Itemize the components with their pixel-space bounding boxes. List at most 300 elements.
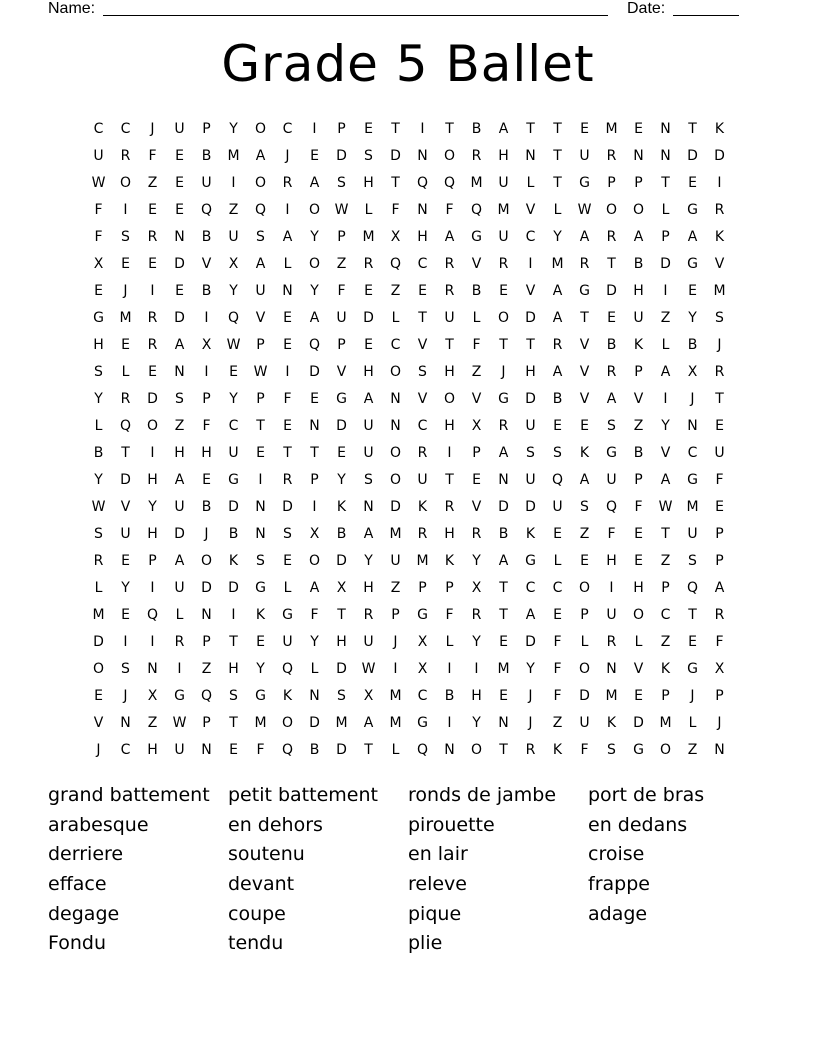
grid-letter: I <box>420 120 425 137</box>
grid-letter: H <box>147 741 158 758</box>
grid-letter: I <box>717 174 722 191</box>
grid-letter: H <box>633 579 644 596</box>
grid-letter: H <box>444 363 455 380</box>
name-label: Name: <box>48 0 96 17</box>
grid-letter: R <box>93 552 104 569</box>
grid-letter: V <box>417 390 428 407</box>
grid-letter: O <box>470 741 483 758</box>
grid-letter: A <box>660 471 671 488</box>
grid-letter: Q <box>281 741 294 758</box>
grid-letter: I <box>312 498 317 515</box>
grid-letter: V <box>255 309 266 326</box>
grid-letter: D <box>579 687 590 704</box>
grid-letter: Y <box>256 660 265 677</box>
grid-letter: L <box>661 201 670 218</box>
grid-letter: D <box>174 255 185 272</box>
grid-letter: G <box>471 228 482 245</box>
grid-letter: E <box>283 417 292 434</box>
grid-letter: P <box>634 363 643 380</box>
grid-letter: G <box>579 282 590 299</box>
grid-letter: M <box>659 714 672 731</box>
grid-letter: U <box>687 525 698 542</box>
grid-letter: T <box>688 606 697 623</box>
word-item: devant <box>228 872 295 895</box>
grid-letter: Q <box>119 417 132 434</box>
grid-letter: R <box>282 174 293 191</box>
grid-letter: V <box>633 660 644 677</box>
grid-letter: R <box>498 417 509 434</box>
grid-letter: K <box>579 444 590 461</box>
word-item: port de bras <box>588 783 705 806</box>
grid-letter: L <box>391 741 400 758</box>
grid-letter: F <box>94 201 103 218</box>
grid-letter: E <box>94 687 103 704</box>
word-item: pique <box>408 902 462 925</box>
grid-letter: L <box>391 309 400 326</box>
grid-letter: H <box>93 336 104 353</box>
grid-letter: N <box>120 714 131 731</box>
grid-letter: E <box>499 633 508 650</box>
grid-letter: H <box>363 363 374 380</box>
grid-row <box>85 331 733 358</box>
grid-letter: O <box>497 309 510 326</box>
grid-letter: O <box>578 660 591 677</box>
grid-letter: R <box>444 255 455 272</box>
grid-letter: T <box>499 336 508 353</box>
grid-letter: J <box>528 714 533 731</box>
grid-letter: U <box>606 606 617 623</box>
grid-letter: X <box>471 579 482 596</box>
grid-row <box>85 412 733 439</box>
grid-letter: P <box>256 390 265 407</box>
grid-letter: K <box>444 552 455 569</box>
grid-letter: R <box>444 498 455 515</box>
grid-letter: G <box>687 660 698 677</box>
grid-letter: I <box>393 660 398 677</box>
grid-letter: R <box>471 147 482 164</box>
grid-letter: R <box>120 390 131 407</box>
grid-letter: Z <box>660 552 671 569</box>
word-item: grand battement <box>48 783 210 806</box>
grid-letter: K <box>336 498 347 515</box>
grid-letter: E <box>553 606 562 623</box>
grid-letter: I <box>204 363 209 380</box>
grid-letter: W <box>334 201 349 218</box>
grid-letter: J <box>150 120 155 137</box>
grid-letter: B <box>633 255 644 272</box>
grid-letter: P <box>337 336 346 353</box>
grid-letter: F <box>391 201 400 218</box>
grid-letter: E <box>580 417 589 434</box>
grid-letter: E <box>715 417 724 434</box>
grid-letter: R <box>363 606 374 623</box>
grid-letter: A <box>633 228 644 245</box>
grid-letter: R <box>174 633 185 650</box>
grid-letter: L <box>526 174 535 191</box>
grid-letter: D <box>687 147 698 164</box>
grid-letter: U <box>255 282 266 299</box>
grid-letter: O <box>389 363 402 380</box>
grid-letter: J <box>717 714 722 731</box>
grid-letter: G <box>687 471 698 488</box>
grid-letter: N <box>174 363 185 380</box>
grid-letter: T <box>391 174 400 191</box>
grid-letter: Y <box>472 714 481 731</box>
grid-letter: U <box>228 444 239 461</box>
grid-row <box>85 601 733 628</box>
grid-letter: E <box>283 336 292 353</box>
grid-letter: F <box>472 336 481 353</box>
grid-letter: W <box>253 363 268 380</box>
grid-letter: E <box>121 606 130 623</box>
grid-letter: G <box>228 471 239 488</box>
grid-letter: O <box>308 255 321 272</box>
grid-letter: Y <box>229 390 238 407</box>
grid-letter: Z <box>660 309 671 326</box>
word-item: plie <box>408 932 443 955</box>
grid-letter: I <box>150 633 155 650</box>
grid-letter: Z <box>201 660 212 677</box>
grid-letter: I <box>204 309 209 326</box>
grid-letter: V <box>120 498 131 515</box>
grid-letter: O <box>281 714 294 731</box>
grid-letter: I <box>663 282 668 299</box>
grid-letter: K <box>633 336 644 353</box>
grid-letter: Q <box>443 174 456 191</box>
word-item: frappe <box>588 872 650 895</box>
grid-letter: F <box>256 741 265 758</box>
word-item: en lair <box>408 843 468 866</box>
grid-letter: E <box>634 552 643 569</box>
grid-letter: Y <box>229 282 238 299</box>
grid-letter: E <box>580 552 589 569</box>
word-bank <box>48 780 768 958</box>
grid-letter: A <box>552 282 563 299</box>
grid-letter: T <box>553 120 562 137</box>
grid-letter: T <box>499 606 508 623</box>
grid-letter: Q <box>470 201 483 218</box>
grid-letter: A <box>687 228 698 245</box>
grid-letter: S <box>364 147 373 164</box>
grid-letter: D <box>498 498 509 515</box>
grid-letter: M <box>92 606 105 623</box>
grid-letter: G <box>525 552 536 569</box>
grid-letter: C <box>417 255 428 272</box>
grid-letter: D <box>363 309 374 326</box>
grid-letter: U <box>363 633 374 650</box>
grid-letter: Y <box>688 309 697 326</box>
grid-letter: Y <box>94 390 103 407</box>
grid-letter: J <box>393 633 398 650</box>
grid-letter: U <box>174 120 185 137</box>
grid-letter: P <box>580 606 589 623</box>
grid-letter: U <box>93 147 104 164</box>
grid-letter: R <box>498 255 509 272</box>
grid-letter: W <box>91 174 106 191</box>
grid-letter: I <box>123 201 128 218</box>
grid-letter: Y <box>472 633 481 650</box>
grid-letter: D <box>228 498 239 515</box>
grid-letter: A <box>174 552 185 569</box>
grid-letter: B <box>606 336 617 353</box>
grid-letter: E <box>229 741 238 758</box>
grid-letter: D <box>633 714 644 731</box>
grid-letter: H <box>147 471 158 488</box>
grid-letter: J <box>123 687 128 704</box>
grid-letter: W <box>658 498 673 515</box>
grid-letter: H <box>525 363 536 380</box>
grid-letter: S <box>283 525 292 542</box>
grid-letter: S <box>715 309 724 326</box>
grid-letter: M <box>497 201 510 218</box>
grid-letter: A <box>552 309 563 326</box>
grid-letter: Q <box>281 660 294 677</box>
grid-letter: Z <box>552 714 563 731</box>
grid-letter: D <box>606 282 617 299</box>
grid-letter: F <box>553 633 562 650</box>
grid-letter: R <box>417 525 428 542</box>
grid-letter: R <box>282 471 293 488</box>
grid-letter: Q <box>200 687 213 704</box>
grid-letter: R <box>606 228 617 245</box>
grid-letter: T <box>499 741 508 758</box>
grid-letter: M <box>497 660 510 677</box>
grid-letter: N <box>660 147 671 164</box>
grid-letter: G <box>282 606 293 623</box>
grid-letter: N <box>201 606 212 623</box>
grid-letter: D <box>714 147 725 164</box>
grid-letter: S <box>256 552 265 569</box>
grid-letter: I <box>231 174 236 191</box>
word-item: en dedans <box>588 813 688 836</box>
grid-letter: O <box>308 201 321 218</box>
grid-letter: E <box>121 255 130 272</box>
grid-letter: L <box>688 714 697 731</box>
word-item: Fondu <box>48 932 107 955</box>
grid-letter: N <box>255 525 266 542</box>
grid-letter: H <box>633 282 644 299</box>
grid-letter: P <box>715 552 724 569</box>
grid-row <box>85 304 733 331</box>
grid-letter: E <box>310 390 319 407</box>
grid-letter: I <box>150 282 155 299</box>
grid-letter: A <box>498 552 509 569</box>
grid-letter: M <box>470 174 483 191</box>
grid-letter: H <box>471 687 482 704</box>
grid-letter: I <box>663 390 668 407</box>
grid-letter: R <box>417 444 428 461</box>
grid-letter: P <box>607 174 616 191</box>
grid-letter: L <box>580 633 589 650</box>
grid-letter: M <box>389 714 402 731</box>
grid-letter: U <box>120 525 131 542</box>
grid-letter: T <box>283 444 292 461</box>
letter-grid <box>85 115 733 763</box>
grid-row <box>85 277 733 304</box>
grid-letter: Z <box>660 633 671 650</box>
grid-letter: G <box>498 390 509 407</box>
grid-letter: W <box>361 660 376 677</box>
grid-letter: O <box>659 741 672 758</box>
grid-letter: J <box>96 741 101 758</box>
grid-letter: M <box>605 120 618 137</box>
grid-letter: P <box>202 714 211 731</box>
grid-letter: Q <box>416 174 429 191</box>
grid-letter: A <box>579 228 590 245</box>
word-item: pirouette <box>408 813 495 836</box>
grid-letter: Y <box>310 228 319 245</box>
grid-letter: T <box>445 471 454 488</box>
grid-letter: J <box>717 336 722 353</box>
grid-letter: O <box>443 147 456 164</box>
grid-row <box>85 250 733 277</box>
grid-letter: U <box>714 444 725 461</box>
grid-letter: X <box>93 255 104 272</box>
grid-letter: D <box>390 147 401 164</box>
date-blank-line <box>673 15 739 16</box>
word-item: soutenu <box>228 843 305 866</box>
word-item: croise <box>588 843 645 866</box>
grid-letter: M <box>605 687 618 704</box>
grid-letter: E <box>202 471 211 488</box>
grid-letter: X <box>309 525 320 542</box>
grid-letter: P <box>634 471 643 488</box>
grid-letter: O <box>92 660 105 677</box>
grid-letter: I <box>447 660 452 677</box>
grid-letter: V <box>579 390 590 407</box>
grid-letter: R <box>471 606 482 623</box>
grid-letter: K <box>714 120 725 137</box>
grid-letter: K <box>606 714 617 731</box>
grid-letter: I <box>258 471 263 488</box>
grid-letter: E <box>634 525 643 542</box>
grid-letter: A <box>255 147 266 164</box>
grid-letter: A <box>498 444 509 461</box>
grid-letter: F <box>553 660 562 677</box>
grid-letter: Y <box>229 120 238 137</box>
grid-letter: K <box>255 606 266 623</box>
grid-letter: Z <box>174 417 185 434</box>
grid-letter: C <box>417 417 428 434</box>
grid-letter: M <box>416 552 429 569</box>
word-item: ronds de jambe <box>408 783 557 806</box>
grid-letter: X <box>714 660 725 677</box>
grid-letter: F <box>607 525 616 542</box>
grid-letter: N <box>714 741 725 758</box>
grid-letter: O <box>389 444 402 461</box>
grid-letter: U <box>201 174 212 191</box>
grid-letter: O <box>119 174 132 191</box>
grid-letter: R <box>147 228 158 245</box>
grid-letter: X <box>417 660 428 677</box>
grid-letter: T <box>661 174 670 191</box>
grid-letter: C <box>525 228 536 245</box>
grid-letter: J <box>690 687 695 704</box>
grid-letter: J <box>285 147 290 164</box>
grid-letter: A <box>444 228 455 245</box>
grid-letter: I <box>447 444 452 461</box>
grid-letter: L <box>310 660 319 677</box>
grid-letter: J <box>204 525 209 542</box>
grid-letter: N <box>363 498 374 515</box>
grid-letter: I <box>285 201 290 218</box>
grid-letter: C <box>552 579 563 596</box>
grid-letter: L <box>553 201 562 218</box>
grid-letter: E <box>283 309 292 326</box>
grid-letter: E <box>121 336 130 353</box>
grid-letter: Y <box>148 498 157 515</box>
grid-letter: F <box>715 471 724 488</box>
grid-letter: D <box>336 147 347 164</box>
grid-letter: D <box>147 390 158 407</box>
grid-letter: T <box>229 633 238 650</box>
grid-letter: D <box>525 309 536 326</box>
grid-letter: I <box>231 606 236 623</box>
grid-letter: G <box>255 579 266 596</box>
grid-letter: T <box>391 120 400 137</box>
grid-letter: A <box>606 390 617 407</box>
grid-row <box>85 466 733 493</box>
grid-letter: M <box>686 498 699 515</box>
word-item: arabesque <box>48 813 149 836</box>
grid-letter: P <box>202 390 211 407</box>
grid-letter: E <box>553 525 562 542</box>
grid-letter: F <box>202 417 211 434</box>
grid-row <box>85 655 733 682</box>
grid-letter: P <box>391 606 400 623</box>
grid-letter: R <box>525 741 536 758</box>
grid-letter: B <box>201 282 212 299</box>
grid-letter: U <box>552 498 563 515</box>
grid-letter: T <box>310 444 319 461</box>
grid-letter: E <box>499 282 508 299</box>
grid-letter: D <box>309 714 320 731</box>
grid-letter: O <box>632 201 645 218</box>
grid-letter: G <box>687 255 698 272</box>
grid-letter: E <box>310 147 319 164</box>
grid-letter: L <box>472 309 481 326</box>
grid-letter: Q <box>686 579 699 596</box>
grid-letter: E <box>688 174 697 191</box>
grid-letter: B <box>201 498 212 515</box>
grid-letter: T <box>364 741 373 758</box>
grid-letter: F <box>445 606 454 623</box>
grid-letter: V <box>471 390 482 407</box>
grid-letter: P <box>256 336 265 353</box>
grid-letter: W <box>226 336 241 353</box>
grid-letter: I <box>123 633 128 650</box>
grid-letter: A <box>174 471 185 488</box>
grid-letter: X <box>228 255 239 272</box>
grid-letter: B <box>201 147 212 164</box>
grid-letter: O <box>254 174 267 191</box>
grid-letter: X <box>147 687 158 704</box>
grid-letter: Z <box>147 714 158 731</box>
grid-letter: T <box>256 417 265 434</box>
name-blank-line <box>103 15 608 16</box>
grid-letter: S <box>121 228 130 245</box>
grid-letter: U <box>525 471 536 488</box>
grid-row <box>85 709 733 736</box>
grid-letter: D <box>336 660 347 677</box>
grid-letter: N <box>309 417 320 434</box>
grid-letter: M <box>335 714 348 731</box>
grid-letter: S <box>175 390 184 407</box>
grid-letter: V <box>660 444 671 461</box>
grid-letter: X <box>363 687 374 704</box>
grid-letter: E <box>256 633 265 650</box>
grid-letter: E <box>148 201 157 218</box>
